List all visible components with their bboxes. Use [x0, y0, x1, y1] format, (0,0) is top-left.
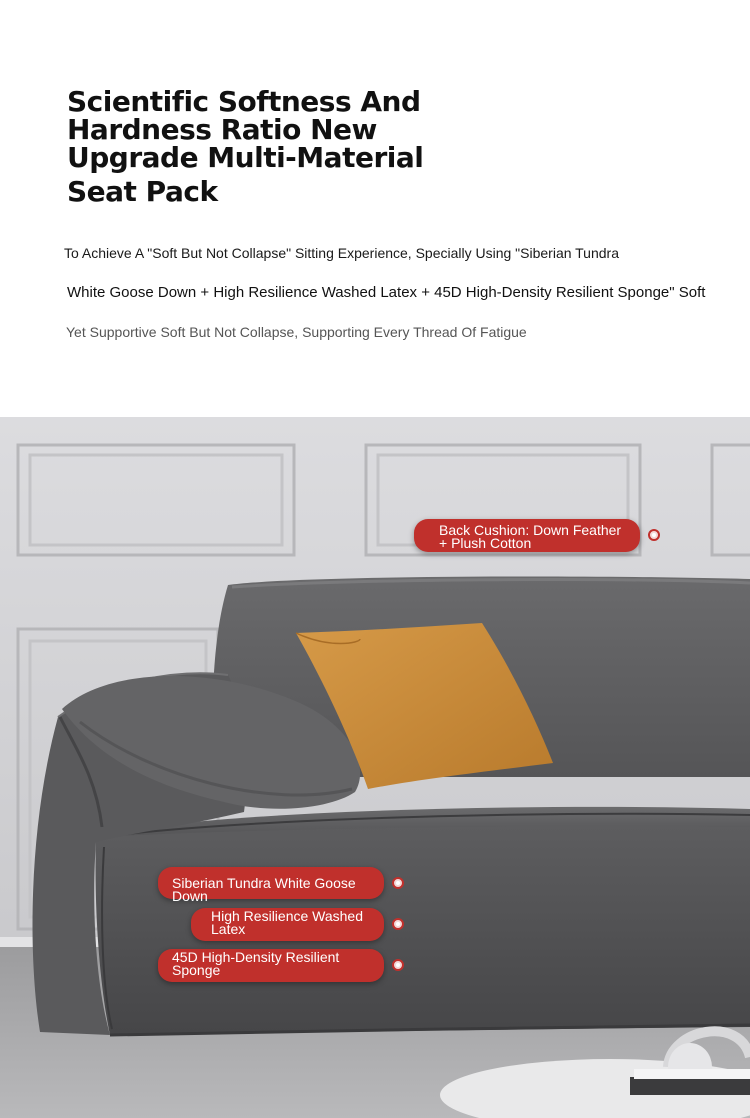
sofa-product-photo [0, 417, 750, 1118]
title-line-3: Upgrade Multi-Material [67, 141, 424, 174]
description-line-2: White Goose Down + High Resilience Washed Latex + 45D High-Density Resilient Sponge" Soft [67, 284, 706, 301]
section-title [67, 85, 467, 208]
title-line-2: Hardness Ratio New [67, 113, 377, 146]
sponge-marker [392, 959, 404, 971]
title-line-1: Scientific Softness And [67, 85, 421, 118]
title-line-4: Seat Pack [67, 175, 218, 208]
callout-goose-down: Siberian Tundra White Goose Down [158, 867, 384, 899]
goose-down-marker [392, 877, 404, 889]
back-cushion-marker [648, 529, 660, 541]
callout-washed-latex: High Resilience Washed Latex [191, 908, 384, 941]
latex-marker [392, 918, 404, 930]
callout-sponge: 45D High-Density Resilient Sponge [158, 949, 384, 982]
sofa-illustration [0, 417, 750, 1118]
description-line-3: Yet Supportive Soft But Not Collapse, Supporting Every Thread Of Fatigue [66, 324, 527, 340]
callout-back-cushion: Back Cushion: Down Feather + Plush Cotton [414, 519, 640, 552]
description-line-1: To Achieve A "Soft But Not Collapse" Sitting Experience, Specially Using "Siberian Tundra [64, 245, 619, 261]
